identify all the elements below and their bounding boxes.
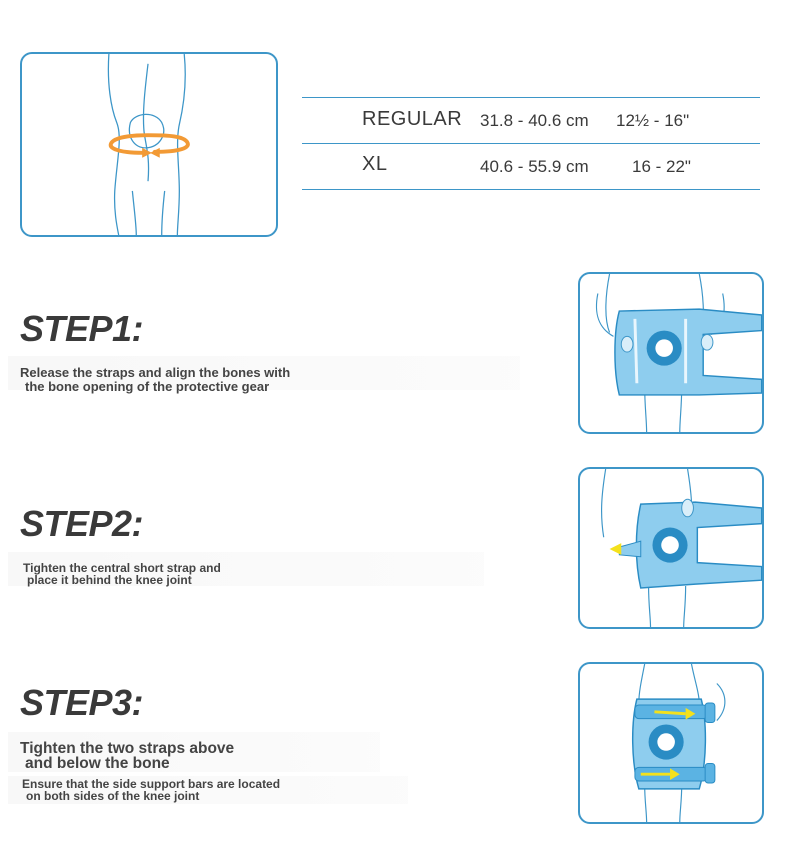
step3-description-line2: and below the bone: [25, 755, 170, 772]
knee-measure-panel: [20, 52, 278, 237]
size-inch-xl: 16 - 22": [632, 157, 691, 176]
size-label-xl: XL: [362, 153, 388, 175]
step2-title: STEP2:: [20, 503, 144, 544]
step1-description-line1: Release the straps and align the bones with: [20, 365, 291, 380]
knee-brace-step3-icon: [580, 664, 762, 822]
step3-note-line1: Ensure that the side support bars are located: [22, 777, 281, 791]
size-label-regular: REGULAR: [362, 108, 463, 130]
step1-illustration: [578, 272, 764, 434]
size-inch-regular: 12½ - 16": [616, 111, 690, 130]
step3-description-line1: Tighten the two straps above: [20, 740, 235, 757]
step1-description-line2: the bone opening of the protective gear: [25, 379, 270, 394]
step2-description-line2: place it behind the knee joint: [27, 573, 192, 587]
step3-title: STEP3:: [20, 682, 144, 723]
step3-illustration: [578, 662, 764, 824]
knee-brace-step1-icon: [580, 274, 762, 432]
knee-brace-step2-icon: [580, 469, 762, 627]
table-rule-top: [302, 97, 760, 98]
table-rule-middle: [302, 143, 760, 144]
step2-description-line1: Tighten the central short strap and: [23, 561, 221, 575]
size-cm-regular: 31.8 - 40.6 cm: [480, 111, 589, 130]
step3-note-line2: on both sides of the knee joint: [26, 789, 200, 803]
size-cm-xl: 40.6 - 55.9 cm: [480, 157, 589, 176]
table-rule-bottom: [302, 189, 760, 190]
step1-title: STEP1:: [20, 308, 144, 349]
step2-illustration: [578, 467, 764, 629]
knee-measure-icon: [22, 54, 276, 235]
